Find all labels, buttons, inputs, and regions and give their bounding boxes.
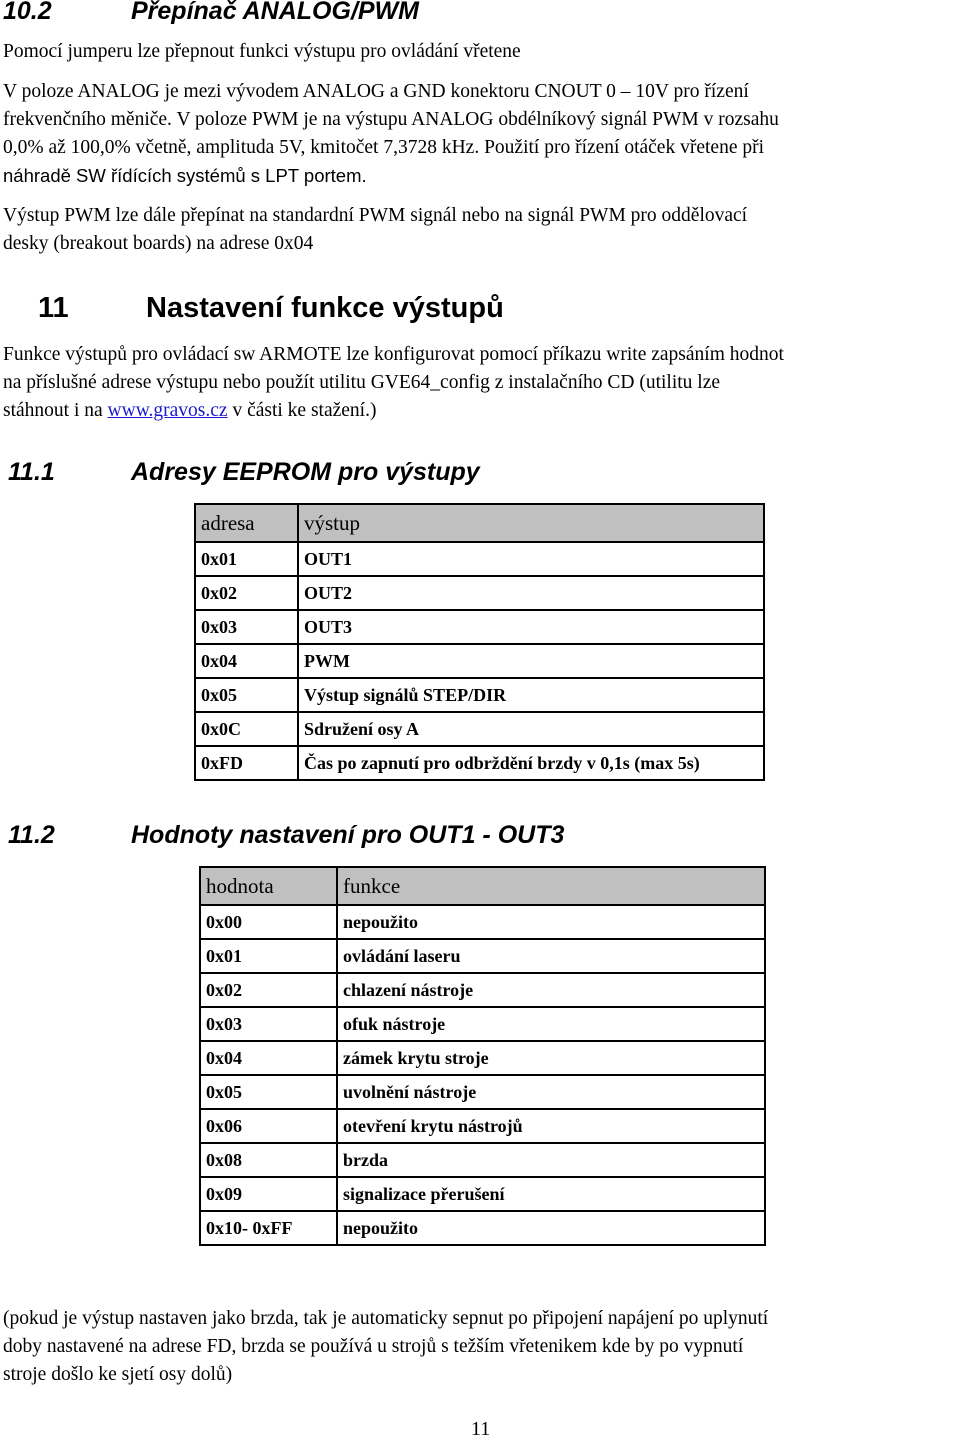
header-cell-output: výstup [298, 504, 764, 542]
table-row [195, 576, 764, 610]
table-cell: 0x01 [195, 542, 298, 576]
table-row [195, 610, 764, 644]
header-cell-function: funkce [337, 867, 765, 905]
footnote-line-2: doby nastavené na adrese FD, brzda se používá u strojů s težším vřetenikem kde by po vypnutí [3, 1336, 744, 1357]
table-cell: 0x05 [200, 1075, 337, 1109]
section-title-11: Nastavení funkce výstupů [146, 292, 504, 324]
table-cell: uvolnění nástroje [337, 1075, 765, 1109]
paragraph-analog-line-4: náhradě SW řídících systémů s LPT portem. [3, 165, 367, 186]
table-cell: 0x10- 0xFF [200, 1211, 337, 1245]
table-row [195, 746, 764, 780]
paragraph-outputs-suffix: v části ke stažení.) [227, 400, 377, 421]
table-cell: PWM [298, 644, 764, 678]
table-cell: 0xFD [195, 746, 298, 780]
table-cell: Čas po zapnutí pro odbrždění brzdy v 0,1s (max 5s) [298, 746, 764, 780]
paragraph-outputs-line-1: Funkce výstupů pro ovládací sw ARMOTE lze konfigurovat pomocí příkazu write zapsáním hodnot [3, 344, 784, 365]
paragraph-analog-line-2: frekvenčního měniče. V poloze PWM je na výstupu ANALOG obdélníkový signál PWM v rozsahu [3, 109, 779, 130]
table-cell: 0x03 [200, 1007, 337, 1041]
table-cell: otevření krytu nástrojů [337, 1109, 765, 1143]
table-cell: OUT2 [298, 576, 764, 610]
table-row [195, 712, 764, 746]
table-cell: 0x03 [195, 610, 298, 644]
table-cell: 0x00 [200, 905, 337, 939]
paragraph-analog-line-1: V poloze ANALOG je mezi vývodem ANALOG a GND konektoru CNOUT 0 – 10V pro řízení [3, 81, 749, 102]
table-row [195, 542, 764, 576]
table-cell: zámek krytu stroje [337, 1041, 765, 1075]
table-cell: 0x0C [195, 712, 298, 746]
table-row [200, 973, 765, 1007]
table-cell: Sdružení osy A [298, 712, 764, 746]
footnote-line-1: (pokud je výstup nastaven jako brzda, tak je automaticky sepnut po připojení napájení po uplynutí [3, 1308, 769, 1329]
table-cell: signalizace přerušení [337, 1177, 765, 1211]
section-title-11-2: Hodnoty nastavení pro OUT1 - OUT3 [131, 821, 565, 849]
table-header-row [195, 504, 764, 542]
header-cell-address: adresa [195, 504, 298, 542]
paragraph-analog-line-3: 0,0% až 100,0% včetně, amplituda 5V, kmitočet 7,3728 kHz. Použití pro řízení otáček vřetene při [3, 137, 765, 158]
paragraph-outputs-line-3 [3, 397, 376, 425]
table-cell: brzda [337, 1143, 765, 1177]
section-title-11-1: Adresy EEPROM pro výstupy [131, 458, 480, 486]
section-number-11-2: 11.2 [8, 821, 55, 849]
table-row [200, 1007, 765, 1041]
section-number-10-2: 10.2 [3, 0, 52, 25]
paragraph-outputs-prefix: stáhnout i na [3, 400, 108, 421]
table-cell: nepoužito [337, 1211, 765, 1245]
page-number: 11 [471, 1418, 491, 1440]
output-values-table [199, 866, 766, 1246]
table-cell: ofuk nástroje [337, 1007, 765, 1041]
table-cell: 0x02 [200, 973, 337, 1007]
table-cell: nepoužito [337, 905, 765, 939]
table-cell: chlazení nástroje [337, 973, 765, 1007]
table-row [200, 1109, 765, 1143]
section-title-10-2: Přepínač ANALOG/PWM [131, 0, 419, 25]
table-cell: OUT3 [298, 610, 764, 644]
table-cell: 0x09 [200, 1177, 337, 1211]
section-number-11: 11 [38, 292, 69, 324]
table-cell: OUT1 [298, 542, 764, 576]
table-cell: 0x08 [200, 1143, 337, 1177]
paragraph-outputs-line-2: na příslušné adrese výstupu nebo použít utilitu GVE64_config z instalačního CD (utilitu lze [3, 372, 721, 393]
table-row [200, 905, 765, 939]
table-row [200, 1177, 765, 1211]
table-row [200, 1143, 765, 1177]
table-row [200, 939, 765, 973]
table-cell: 0x04 [195, 644, 298, 678]
paragraph-pwm-line-2: desky (breakout boards) na adrese 0x04 [3, 233, 314, 254]
section-number-11-1: 11.1 [8, 458, 55, 486]
table-cell: 0x02 [195, 576, 298, 610]
table-cell: 0x06 [200, 1109, 337, 1143]
table-row [200, 1211, 765, 1245]
paragraph-pwm-line-1: Výstup PWM lze dále přepínat na standardní PWM signál nebo na signál PWM pro oddělovací [3, 205, 748, 226]
table-cell: ovládání laseru [337, 939, 765, 973]
table-cell: 0x04 [200, 1041, 337, 1075]
table-cell: 0x05 [195, 678, 298, 712]
footnote-line-3: stroje došlo ke sjetí osy dolů) [3, 1364, 233, 1385]
gravos-link[interactable]: www.gravos.cz [107, 400, 228, 421]
header-cell-value: hodnota [200, 867, 337, 905]
table-row [195, 644, 764, 678]
table-row [195, 678, 764, 712]
table-row [200, 1075, 765, 1109]
table-cell: 0x01 [200, 939, 337, 973]
table-header-row [200, 867, 765, 905]
table-cell: Výstup signálů STEP/DIR [298, 678, 764, 712]
paragraph-jumper: Pomocí jumperu lze přepnout funkci výstupu pro ovládání vřetene [3, 41, 521, 62]
table-row [200, 1041, 765, 1075]
eeprom-address-table [194, 503, 765, 781]
